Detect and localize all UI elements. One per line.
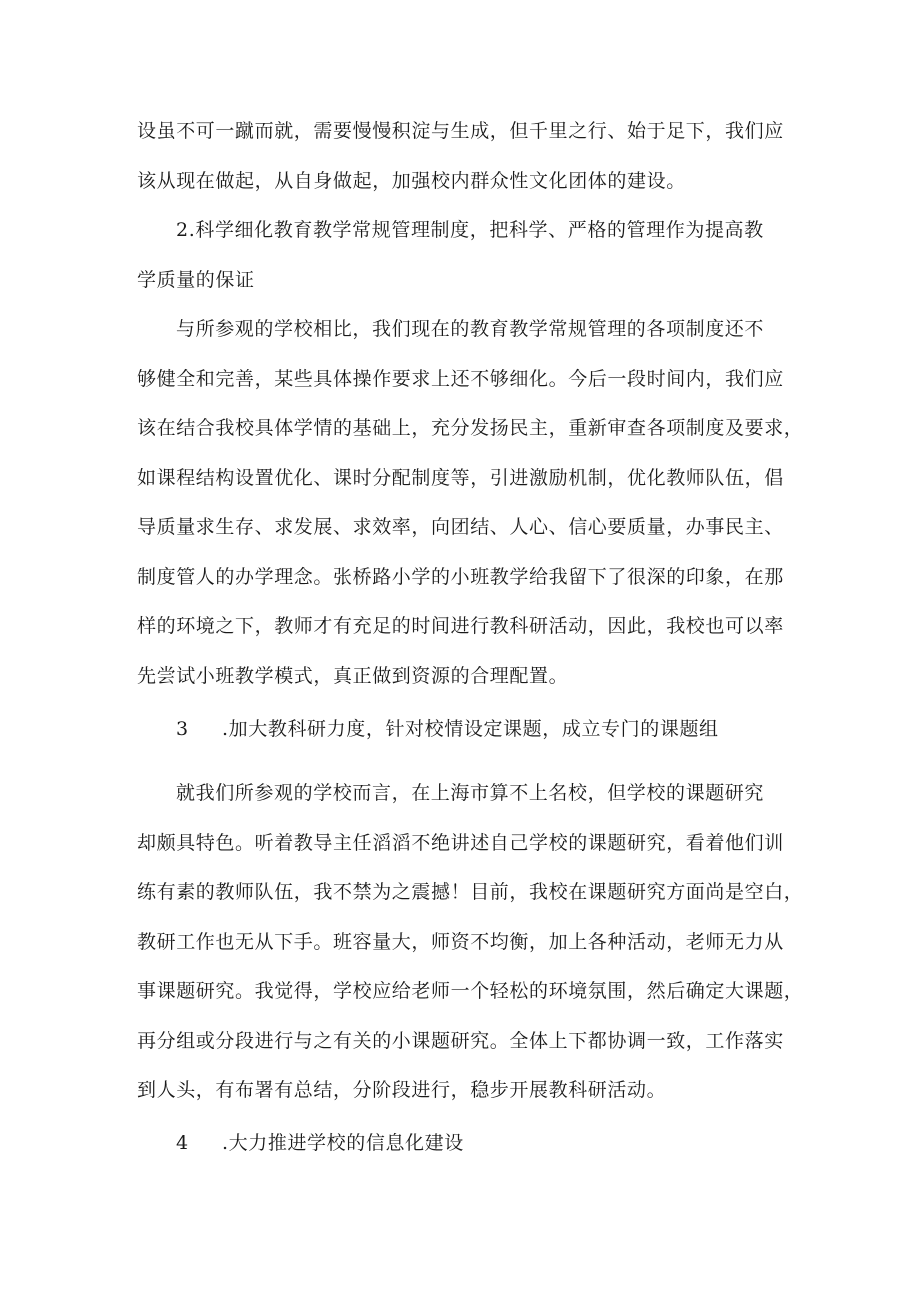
paragraph-line: 到人头，有布署有总结，分阶段进行，稳步开展教科研活动。	[137, 1079, 667, 1101]
section-heading-2	[176, 217, 836, 243]
paragraph-line: 导质量求生存、求发展、求效率，向团结、人心、信心要质量，办事民主、	[137, 516, 784, 538]
paragraph-line: 设虽不可一蹴而就，需要慢慢积淀与生成，但千里之行、始于足下，我们应	[137, 120, 784, 142]
paragraph-line: 先尝试小班教学模式，真正做到资源的合理配置。	[137, 665, 569, 687]
paragraph-line: 事课题研究。我觉得，学校应给老师一个轻松的环境氛围，然后确定大课题，	[137, 980, 804, 1002]
section-number: 2	[176, 219, 189, 241]
section-heading-text: .大力推进学校的信息化建设	[222, 1132, 464, 1154]
section-heading-3	[176, 716, 836, 742]
paragraph-line: 如课程结构设置优化、课时分配制度等，引进激励机制，优化教师队伍，倡	[137, 467, 784, 489]
section-number: 4	[176, 1132, 189, 1154]
paragraph-line: 就我们所参观的学校而言，在上海市算不上名校，但学校的课题研究	[176, 782, 765, 804]
paragraph-line: 却颇具特色。听着教导主任滔滔不绝讲述自己学校的课题研究，看着他们训	[137, 832, 784, 854]
paragraph-line: 与所参观的学校相比，我们现在的教育教学常规管理的各项制度还不	[176, 318, 765, 340]
paragraph-line: 该从现在做起，从自身做起，加强校内群众性文化团体的建设。	[137, 170, 686, 192]
paragraph-line: 教研工作也无从下手。班容量大，师资不均衡，加上各种活动，老师无力从	[137, 931, 784, 953]
paragraph-line: 样的环境之下，教师才有充足的时间进行教科研活动，因此，我校也可以率	[137, 615, 784, 637]
paragraph-line: 该在结合我校具体学情的基础上，充分发扬民主，重新审查各项制度及要求，	[137, 417, 804, 439]
section-heading-4	[176, 1130, 836, 1156]
section-heading-text: .加大教科研力度，针对校情设定课题，成立专门的课题组	[222, 718, 719, 740]
paragraph-line: 再分组或分段进行与之有关的小课题研究。全体上下都协调一致，工作落实	[137, 1030, 784, 1052]
paragraph-line: 够健全和完善，某些具体操作要求上还不够细化。今后一段时间内，我们应	[137, 368, 784, 390]
section-heading-2-continued: 学质量的保证	[137, 269, 255, 291]
paragraph-line: 制度管人的办学理念。张桥路小学的小班教学给我留下了很深的印象，在那	[137, 566, 784, 588]
paragraph-line: 练有素的教师队伍，我不禁为之震撼！目前，我校在课题研究方面尚是空白，	[137, 881, 804, 903]
section-number: 3	[176, 718, 189, 740]
section-heading-text: .科学细化教育教学常规管理制度，把科学、严格的管理作为提高教	[188, 219, 764, 241]
